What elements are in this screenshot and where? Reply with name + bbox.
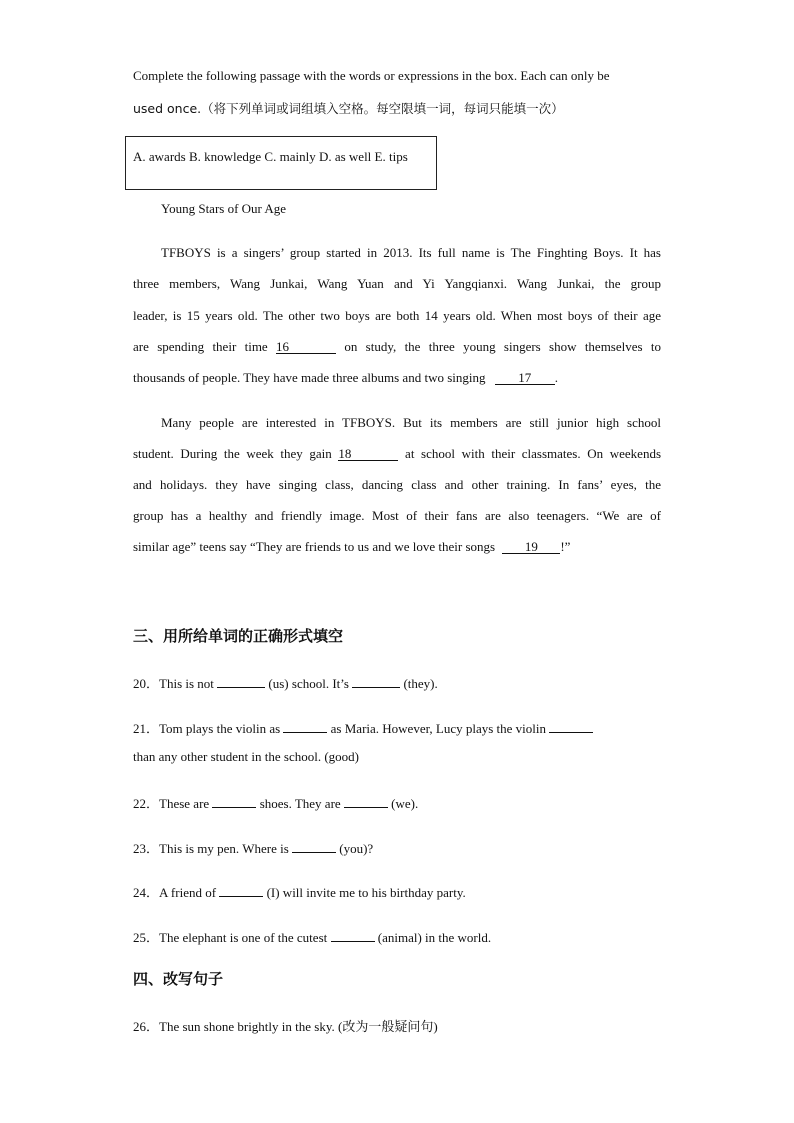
question-20: [133, 673, 438, 692]
q22-text-b: shoes. They are: [259, 796, 341, 811]
section-3-heading: 三、用所给单词的正确形式填空: [133, 627, 344, 645]
q24-number: 24．: [133, 885, 160, 900]
passage-p1-line-2: three members, Wang Junkai, Wang Yuan and Yi Yangqianxi. Wang Junkai, the group: [133, 276, 661, 291]
blank-17[interactable]: 17: [495, 371, 555, 385]
p2-line-5-end: !”: [560, 539, 571, 554]
q23-blank[interactable]: [292, 841, 336, 853]
question-26: [133, 1016, 438, 1035]
passage-p1-line-4: [133, 339, 661, 355]
q21-blank-2[interactable]: [549, 721, 593, 733]
question-24: [133, 882, 466, 901]
passage-p2-line-1: Many people are interested in TFBOYS. But its members are still junior high school: [161, 415, 661, 430]
q20-text-c: (they).: [403, 676, 438, 691]
instructions-line-1: Complete the following passage with the words or expressions in the box. Each can only be: [133, 68, 610, 83]
question-23: [133, 838, 373, 857]
q21-text-a: Tom plays the violin as: [159, 721, 281, 736]
blank-16[interactable]: 16: [276, 340, 336, 354]
q22-text-c: (we).: [391, 796, 419, 811]
passage-p2-line-2: [133, 446, 661, 462]
passage-p2-line-4: group has a healthy and friendly image. Most of their fans are also teenagers. “We are of: [133, 508, 661, 523]
section-4-heading: 四、改写句子: [133, 970, 224, 988]
passage-p1-line-1: TFBOYS is a singers’ group started in 2013. Its full name is The Finghting Boys. It has: [161, 245, 661, 260]
q22-text-a: These are: [159, 796, 210, 811]
q20-blank-1[interactable]: [217, 676, 265, 688]
q20-text-a: This is not: [159, 676, 214, 691]
q20-number: 20．: [133, 676, 160, 691]
q23-text-a: This is my pen. Where is: [159, 841, 289, 856]
passage-p2-line-5: [133, 539, 570, 555]
q26-number: 26．: [133, 1019, 160, 1034]
q23-text-b: (you)?: [339, 841, 374, 856]
passage-p1-line-3: leader, is 15 years old. The other two boys are both 14 years old. When most boys of their age: [133, 308, 661, 323]
p1-line-5-start: thousands of people. They have made three albums and two singing: [133, 370, 486, 385]
q21-blank-1[interactable]: [283, 721, 327, 733]
p1-line-4-start: are spending their time: [133, 339, 268, 354]
question-22: [133, 793, 418, 812]
word-box-options: A. awards B. knowledge C. mainly D. as well E. tips: [133, 149, 408, 164]
p2-line-5-start: similar age” teens say “They are friends to us and we love their songs: [133, 539, 496, 554]
q21-number: 21．: [133, 721, 160, 736]
q22-number: 22．: [133, 796, 160, 811]
q20-blank-2[interactable]: [352, 676, 400, 688]
q20-text-b: (us) school. It’s: [268, 676, 349, 691]
passage-title: Young Stars of Our Age: [161, 201, 287, 216]
q22-blank-1[interactable]: [212, 796, 256, 808]
q24-text-a: A friend of: [159, 885, 217, 900]
question-21: [133, 718, 593, 737]
q25-blank[interactable]: [331, 930, 375, 942]
q23-number: 23．: [133, 841, 160, 856]
q24-blank[interactable]: [219, 885, 263, 897]
q26-text: The sun shone brightly in the sky. (改为一般疑问句): [159, 1019, 438, 1034]
question-25: [133, 927, 491, 946]
p2-line-2-end: at school with their classmates. On weekends: [405, 446, 661, 461]
q24-text-b: (I) will invite me to his birthday party.: [266, 885, 466, 900]
q25-number: 25．: [133, 930, 160, 945]
instructions-line-2: used once.（将下列单词或词组填入空格。每空限填一词，每词只能填一次）: [133, 101, 564, 116]
q22-blank-2[interactable]: [344, 796, 388, 808]
word-box: [125, 136, 437, 190]
passage-p1-line-5: [133, 370, 558, 386]
passage-p2-line-3: and holidays. they have singing class, dancing class and other training. In fans’ eyes, the: [133, 477, 661, 492]
p1-line-4-end: on study, the three young singers show themselves to: [344, 339, 662, 354]
p2-line-2-start: student. During the week they gain: [133, 446, 332, 461]
blank-18[interactable]: 18: [338, 447, 398, 461]
q21-text-b: as Maria. However, Lucy plays the violin: [330, 721, 547, 736]
q25-text-a: The elephant is one of the cutest: [159, 930, 328, 945]
p1-line-5-end: .: [554, 370, 558, 385]
blank-19[interactable]: 19: [502, 540, 560, 554]
q21-line-2: than any other student in the school. (good): [133, 749, 360, 764]
q25-text-b: (animal) in the world.: [377, 930, 492, 945]
